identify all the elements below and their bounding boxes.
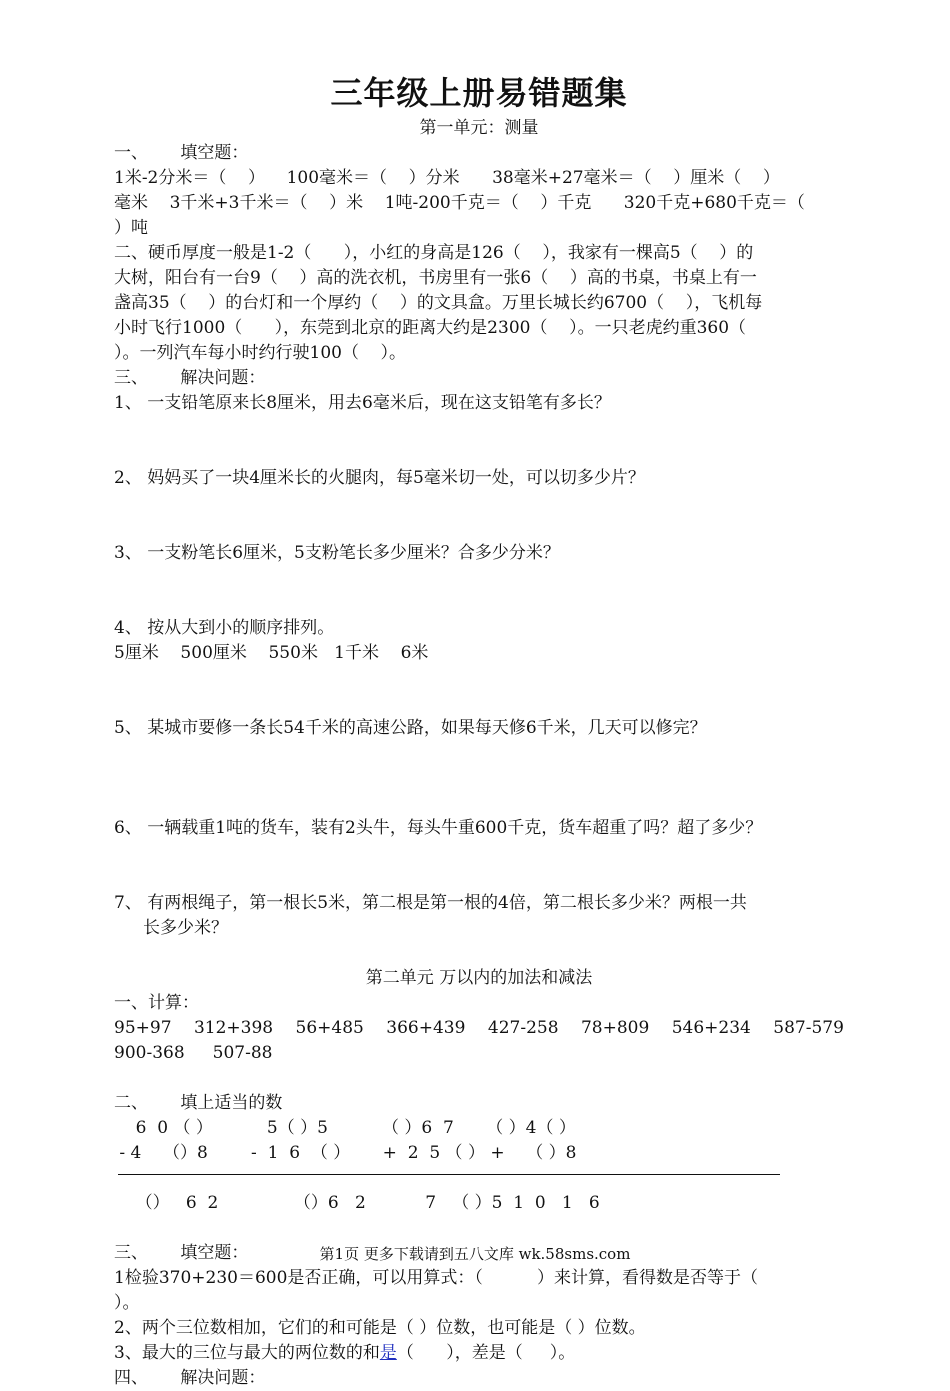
unit1-section2-line: 盏高35（ ）的台灯和一个厚约（ ）的文具盒。万里长城长约6700（ ），飞机每 <box>114 293 763 313</box>
calc-item: 312+398 <box>193 1018 274 1038</box>
question-1: 1、 一支铅笔原来长8厘米，用去6毫米后，现在这支铅笔有多长？ <box>114 393 611 413</box>
unit2-section3-label: 三、 填空题： <box>114 1243 249 1263</box>
unit2-section1-label: 一、计算： <box>114 993 199 1013</box>
question-6: 6、 一辆载重1吨的货车，装有2头牛，每头牛重600千克，货车超重了吗？超了多少？ <box>114 818 763 838</box>
unit1-section2-line: 二、硬币厚度一般是1-2（ ），小红的身高是126（ ），我家有一棵高5（ ）的 <box>114 243 754 263</box>
calc-item: 427-258 <box>487 1018 559 1038</box>
unit2-heading: 第二单元 万以内的加法和减法 <box>365 968 593 988</box>
calc-item: 900-368 <box>114 1043 185 1063</box>
unit1-section2-line: 大树，阳台有一台9（ ）高的洗衣机，书房里有一张6（ ）高的书桌，书桌上有一 <box>114 268 757 288</box>
unit1-section1-label: 一、 填空题： <box>114 143 249 163</box>
unit2-fill-line: 2、两个三位数相加，它们的和可能是（ ）位数，也可能是（ ）位数。 <box>114 1318 646 1338</box>
answer-space <box>114 491 844 541</box>
question-2: 2、 妈妈买了一块4厘米长的火腿肉，每5毫米切一处，可以切多少片？ <box>114 468 645 488</box>
page-title: 三年级上册易错题集 <box>330 74 628 112</box>
unit2-fill-line <box>114 1341 844 1366</box>
calc-item: 78+809 <box>580 1018 650 1038</box>
unit1-section3-label: 三、 解决问题： <box>114 368 266 388</box>
fill-text: 3、最大的三位与最大的两位数的和 <box>114 1343 380 1363</box>
unit1-fill-line: ）吨 <box>114 218 148 238</box>
calc-row <box>114 1016 844 1041</box>
vertical-calc-result: （） 6 2 （）6 2 7 （ ）5 1 0 1 6 <box>114 1193 600 1213</box>
unit2-section2-label: 二、 填上适当的数 <box>114 1093 283 1113</box>
unit1-heading: 第一单元：测量 <box>419 118 539 138</box>
question-7-cont: 长多少米？ <box>143 918 228 938</box>
question-5: 5、 某城市要修一条长54千米的高速公路，如果每天修6千米，几天可以修完？ <box>114 718 707 738</box>
calc-item: 587-579 <box>773 1018 844 1038</box>
unit1-fill-line: 1米-2分米＝（ ） 100毫米＝（ ）分米 38毫米+27毫米＝（ ）厘米（ ） <box>114 168 780 188</box>
unit2-fill-line: ）。 <box>114 1293 140 1313</box>
calc-item: 366+439 <box>386 1018 466 1038</box>
calc-row <box>114 1041 844 1066</box>
calc-item: 546+234 <box>671 1018 751 1038</box>
question-3: 3、 一支粉笔长6厘米，5支粉笔长多少厘米？合多少分米？ <box>114 543 560 563</box>
fill-text: （ ），差是（ ）。 <box>396 1343 576 1363</box>
document-page <box>114 70 844 1391</box>
answer-space <box>114 841 844 891</box>
vertical-calc-operand: - 4 （）8 - 1 6 （ ） + 2 5 （ ） + （ ）8 <box>114 1143 577 1163</box>
calc-item: 95+97 <box>114 1018 172 1038</box>
unit1-fill-line: 毫米 3千米+3千米＝（ ）米 1吨-200千克＝（ ）千克 320千克+680千克＝（ <box>114 193 805 213</box>
spacer <box>114 1175 844 1191</box>
unit2-fill-line: 1检验370+230＝600是否正确，可以用算式：（ ）来计算，看得数是否等于（ <box>114 1268 758 1288</box>
vertical-calc-top: 6 0 （ ） 5（ ）5 （ ）6 7 （ ）4（ ） <box>114 1118 576 1138</box>
calc-item: 56+485 <box>295 1018 364 1038</box>
unit2-section4-label: 四、 解决问题： <box>114 1368 266 1388</box>
answer-space <box>114 666 844 716</box>
unit1-section2-line: ）。一列汽车每小时约行驶100（ ）。 <box>114 343 407 363</box>
spacer <box>114 1066 844 1091</box>
answer-space <box>114 741 844 791</box>
answer-space <box>114 791 844 816</box>
page-footer: 第1页 更多下载请到五八文库 wk.58sms.com <box>319 1245 631 1263</box>
calc-item: 507-88 <box>212 1043 273 1063</box>
question-4: 4、 按从大到小的顺序排列。 <box>114 618 335 638</box>
question-7: 7、 有两根绳子，第一根长5米，第二根是第一根的4倍，第二根长多少米？两根一共 <box>114 893 747 913</box>
answer-space <box>114 566 844 616</box>
hyperlink[interactable]: 是 <box>379 1343 397 1363</box>
answer-space <box>114 416 844 466</box>
spacer <box>114 1216 844 1241</box>
question-4-items: 5厘米 500厘米 550米 1千米 6米 <box>114 643 429 663</box>
unit1-section2-line: 小时飞行1000（ ），东莞到北京的距离大约是2300（ ）。一只老虎约重360（ <box>114 318 747 338</box>
spacer <box>114 941 844 966</box>
